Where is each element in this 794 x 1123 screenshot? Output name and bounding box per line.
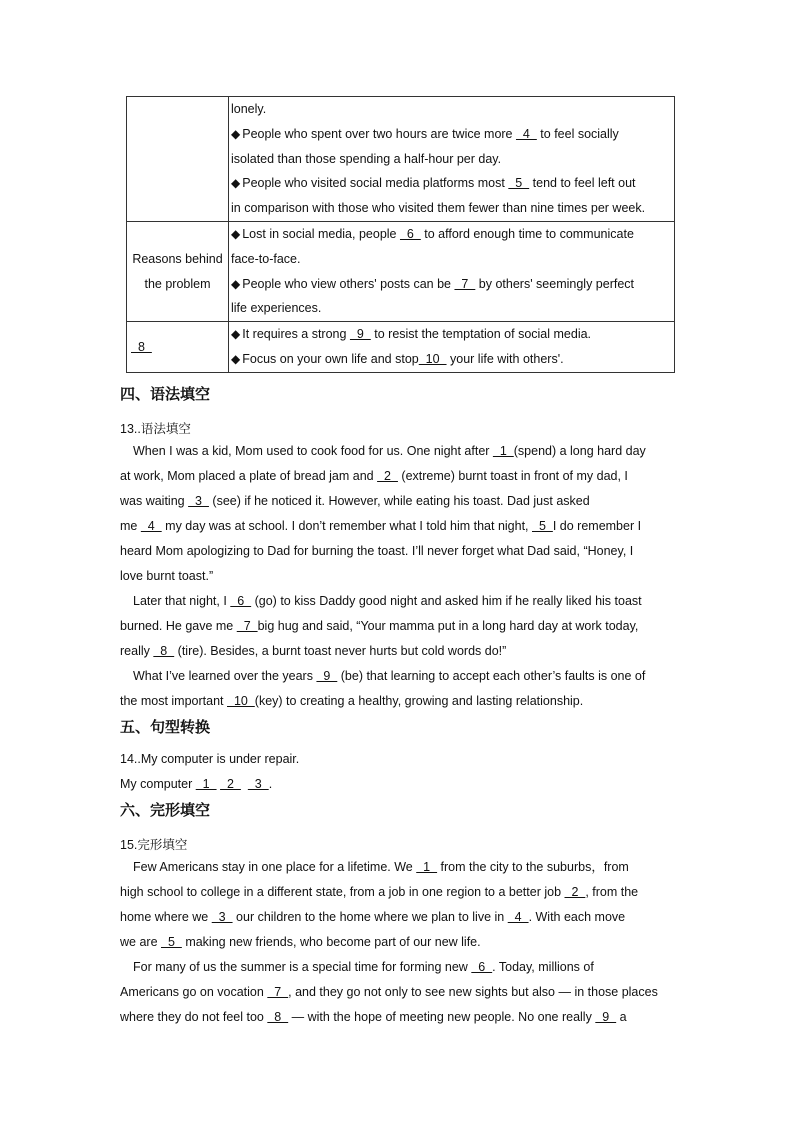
table-line — [231, 122, 672, 147]
section-heading: 五、句型转换 — [120, 718, 211, 736]
answer-blank[interactable]: 10 — [418, 351, 447, 366]
passage-line — [120, 514, 680, 539]
table-line — [231, 272, 672, 297]
passage-line — [120, 614, 680, 639]
passage-line — [120, 439, 680, 464]
row2-lines — [231, 222, 672, 321]
line-text: to feel socially — [536, 126, 619, 141]
line-text: (be) that learning to accept each other’s faults is one of — [337, 669, 646, 683]
line-text: to afford enough time to communicate — [420, 226, 634, 241]
passage-line — [120, 539, 680, 564]
table-cell-content — [229, 221, 675, 321]
diamond-bullet-icon: ◆ — [231, 126, 241, 141]
answer-blank[interactable]: 6 — [230, 594, 252, 608]
answer-blank[interactable]: 1 — [492, 444, 514, 458]
line-text: isolated than those spending a half-hour per day. — [231, 151, 502, 166]
passage-line — [120, 930, 680, 955]
summary-table — [126, 96, 675, 373]
line-text: from the city to the suburbs，from — [437, 860, 629, 874]
answer-blank[interactable]: 4 — [515, 126, 537, 141]
answer-blank[interactable]: 2 — [564, 885, 586, 899]
answer-blank[interactable]: 9 — [349, 327, 371, 342]
passage-line — [120, 880, 680, 905]
row-label: the problem — [144, 276, 211, 291]
answer-line — [120, 777, 272, 791]
answer-blank[interactable]: 7 — [267, 985, 289, 999]
passage-line — [120, 905, 680, 930]
passage-line — [120, 639, 680, 664]
passage-line — [120, 955, 680, 980]
line-text: People who visited social media platforms most — [242, 176, 509, 191]
section-heading: 四、语法填空 — [120, 385, 211, 403]
line-text: my day was at school. I don’t remember what I told him that night, — [161, 519, 532, 533]
line-text: me — [120, 519, 141, 533]
section-heading: 六、完形填空 — [120, 801, 211, 819]
line-text: our children to the home where we plan to live in — [232, 910, 508, 924]
line-text: a — [616, 1010, 627, 1024]
line-text: to resist the temptation of social media. — [370, 327, 592, 342]
table-line — [231, 222, 672, 247]
row-label: Reasons behind — [132, 251, 223, 266]
passage-line — [120, 855, 680, 880]
line-text: we are — [120, 935, 161, 949]
answer-blank[interactable]: 8 — [267, 1010, 289, 1024]
table-line — [231, 347, 672, 372]
line-text: Few Americans stay in one place for a lifetime. We — [133, 860, 417, 874]
line-text: For many of us the summer is a special time for forming new — [133, 960, 472, 974]
passage-line — [120, 464, 680, 489]
row1-lines — [231, 97, 672, 221]
row3-lines — [231, 322, 672, 372]
line-text: . Today, millions of — [492, 960, 594, 974]
answer-blank[interactable]: 4 — [507, 910, 529, 924]
line-text: home where we — [120, 910, 212, 924]
line-text: It requires a strong — [242, 327, 350, 342]
diamond-bullet-icon: ◆ — [231, 226, 241, 241]
blank-2[interactable]: 2 — [220, 777, 241, 791]
line-text: People who spent over two hours are twice more — [242, 126, 516, 141]
table-line — [231, 296, 672, 321]
line-text: lonely. — [231, 102, 267, 116]
line-text: Americans go on vocation — [120, 985, 268, 999]
line-text: by others' seemingly perfect — [475, 276, 635, 291]
line-text: . With each move — [528, 910, 626, 924]
line-text: , and they go not only to see new sights but also — in those places — [288, 985, 658, 999]
line-text: big hug and said, “Your mamma put in a long hard day at work today, — [257, 619, 639, 633]
answer-blank[interactable]: 6 — [399, 226, 421, 241]
line-text: Later that night, I — [133, 594, 231, 608]
table-cell-content — [229, 322, 675, 373]
line-text: making new friends, who become part of our new life. — [181, 935, 481, 949]
answer-blank[interactable]: 7 — [236, 619, 258, 633]
diamond-bullet-icon: ◆ — [231, 276, 241, 291]
answer-blank[interactable]: 5 — [532, 519, 553, 533]
line-text: at work, Mom placed a plate of bread jam and — [120, 469, 378, 483]
line-text: (go) to kiss Daddy good night and asked him if he really liked his toast — [251, 594, 642, 608]
answer-blank[interactable]: 5 — [161, 935, 182, 949]
answer-text: My computer — [120, 777, 196, 791]
line-text: face-to-face. — [231, 251, 301, 266]
table-row — [127, 221, 675, 321]
blank-1[interactable]: 1 — [195, 777, 217, 791]
answer-end: . — [268, 777, 273, 791]
table-line — [231, 171, 672, 196]
line-text: tend to feel left out — [529, 176, 636, 191]
line-text: What I’ve learned over the years — [133, 669, 317, 683]
answer-blank[interactable]: 3 — [211, 910, 233, 924]
blank-3[interactable]: 3 — [247, 777, 269, 791]
passage-line — [120, 564, 680, 589]
answer-blank[interactable]: 4 — [140, 519, 162, 533]
line-text: — with the hope of meeting new people. No one really — [288, 1010, 596, 1024]
line-text: high school to college in a different state, from a job in one region to a better job — [120, 885, 565, 899]
line-text: burned. He gave me — [120, 619, 237, 633]
answer-blank[interactable]: 8 — [153, 644, 175, 658]
line-text: Focus on your own life and stop — [242, 351, 419, 366]
line-text: (extreme) burnt toast in front of my dad, I — [397, 469, 628, 483]
line-text: When I was a kid, Mom used to cook food for us. One night after — [133, 444, 493, 458]
table-line — [231, 97, 672, 122]
answer-blank[interactable]: 5 — [508, 176, 530, 191]
table-row — [127, 322, 675, 373]
table-line — [231, 322, 672, 347]
table-line — [231, 147, 672, 172]
table-cell-empty — [127, 97, 229, 222]
line-text: , from the — [585, 885, 639, 899]
answer-blank[interactable]: 2 — [377, 469, 398, 483]
line-text: heard Mom apologizing to Dad for burning the toast. I’ll never forget what Dad said, “Honey, I — [120, 544, 634, 558]
grammar-passage — [120, 439, 680, 714]
answer-blank[interactable]: 6 — [471, 960, 493, 974]
passage-line — [120, 980, 680, 1005]
answer-blank[interactable]: 10 — [227, 694, 255, 708]
answer-blank[interactable]: 3 — [188, 494, 209, 508]
line-text: really — [120, 644, 154, 658]
line-text: the most important — [120, 694, 227, 708]
table-row — [127, 97, 675, 222]
line-text: (key) to creating a healthy, growing and lasting relationship. — [254, 694, 584, 708]
diamond-bullet-icon: ◆ — [231, 176, 241, 191]
diamond-bullet-icon: ◆ — [231, 351, 241, 366]
diamond-bullet-icon: ◆ — [231, 327, 241, 342]
cloze-passage — [120, 855, 680, 1030]
line-text: (spend) a long hard day — [513, 444, 646, 458]
answer-blank[interactable]: 9 — [316, 669, 338, 683]
table-line — [231, 196, 672, 221]
question-title: 15.完形填空 — [120, 838, 188, 852]
line-text: (see) if he noticed it. However, while eating his toast. Dad just asked — [208, 494, 590, 508]
answer-blank[interactable]: 9 — [595, 1010, 617, 1024]
line-text: love burnt toast.” — [120, 569, 214, 583]
table-line — [231, 247, 672, 272]
line-text: your life with others'. — [446, 351, 564, 366]
passage-line — [120, 689, 680, 714]
answer-blank[interactable]: 1 — [416, 860, 438, 874]
line-text: life experiences. — [231, 301, 322, 316]
line-text: in comparison with those who visited them fewer than nine times per week. — [231, 201, 646, 216]
passage-line — [120, 489, 680, 514]
table-cell-label — [127, 322, 229, 373]
blank-8[interactable]: 8 — [131, 339, 152, 354]
line-text: Lost in social media, people — [242, 226, 400, 241]
table-cell-content — [229, 97, 675, 222]
passage-line — [120, 1005, 680, 1030]
question-line: 14..My computer is under repair. — [120, 752, 300, 766]
line-text: I do remember I — [552, 519, 642, 533]
passage-line — [120, 664, 680, 689]
answer-blank[interactable]: 7 — [454, 276, 476, 291]
table-cell-label — [127, 221, 229, 321]
line-text: People who view others' posts can be — [242, 276, 455, 291]
question-title: 13..语法填空 — [120, 422, 191, 436]
line-text: (tire). Besides, a burnt toast never hurts but cold words do!” — [174, 644, 507, 658]
passage-line — [120, 589, 680, 614]
line-text: was waiting — [120, 494, 189, 508]
line-text: where they do not feel too — [120, 1010, 268, 1024]
